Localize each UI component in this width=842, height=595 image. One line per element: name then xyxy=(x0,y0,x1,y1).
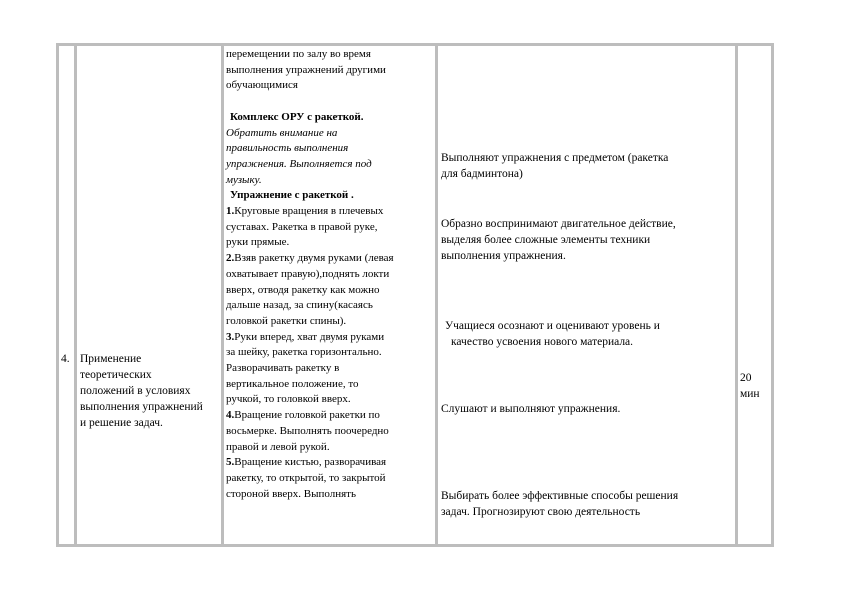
teacher-activity-cell xyxy=(226,47,394,502)
row-number: 4. xyxy=(61,353,70,365)
student-line: для бадминтона) xyxy=(441,168,523,180)
student-activity-4 xyxy=(441,401,620,417)
exercise-line: восьмерке. Выполнять поочередно xyxy=(226,424,389,437)
time-cell: 20 мин xyxy=(740,372,760,400)
stage-line: положений в условиях xyxy=(80,385,191,397)
exercise-line: Взяв ракетку двумя руками (левая xyxy=(234,252,394,265)
student-line: Выполняют упражнения с предметом (ракетка xyxy=(441,152,669,164)
exercise-number: 4. xyxy=(226,409,235,422)
exercise-line: за шейку, ракетка горизонтально. xyxy=(226,346,382,359)
student-line: Выбирать более эффективные способы решения xyxy=(441,490,679,502)
exercise-line: правой и левой рукой. xyxy=(226,440,330,453)
exercise-line: ручкой, то головкой вверх. xyxy=(226,393,351,406)
exercise-line: руки прямые. xyxy=(226,236,290,249)
lesson-table xyxy=(56,43,774,547)
student-line: качество усвоения нового материала. xyxy=(451,336,634,348)
exercise-number: 1. xyxy=(226,205,235,218)
exercise-1 xyxy=(226,204,394,251)
complex-note-line: правильность выполнения xyxy=(226,142,349,155)
column-divider xyxy=(735,46,738,544)
column-divider xyxy=(435,46,438,544)
exercise-3 xyxy=(226,330,394,409)
exercise-title: Упражнение с ракеткой . xyxy=(230,189,354,202)
exercise-line: охватывает правую),поднять локти xyxy=(226,267,390,280)
complex-note-line: упражнения. Выполняется под xyxy=(226,157,372,170)
teacher-line: выполнения упражнений другими xyxy=(226,63,386,76)
complex-note-line: Обратить внимание на xyxy=(226,126,338,139)
complex-title: Комплекс ОРУ с ракеткой. xyxy=(230,110,364,123)
exercise-2 xyxy=(226,251,394,330)
exercise-line: головкой ракетки спины). xyxy=(226,314,347,327)
student-line: задач. Прогнозируют свою деятельность xyxy=(441,506,641,518)
stage-line: Применение xyxy=(80,353,142,365)
complex-note-line: музыку. xyxy=(226,173,262,186)
student-activity-2 xyxy=(441,216,676,264)
exercise-number: 2. xyxy=(226,252,235,265)
exercise-line: Вращение головкой ракетки по xyxy=(234,409,380,422)
exercise-line: Разворачивать ракетку в xyxy=(226,362,340,375)
stage-line: выполнения упражнений xyxy=(80,401,203,413)
exercise-number: 5. xyxy=(226,456,235,469)
student-line: выполнения упражнения. xyxy=(441,250,566,262)
column-divider xyxy=(74,46,77,544)
stage-line: теоретических xyxy=(80,369,152,381)
stage-line: и решение задач. xyxy=(80,417,163,429)
exercise-line: стороной вверх. Выполнять xyxy=(226,487,357,500)
exercise-line: суставах. Ракетка в правой руке, xyxy=(226,220,378,233)
exercise-number: 3. xyxy=(226,330,235,343)
student-activity-5 xyxy=(441,488,678,520)
exercise-5 xyxy=(226,455,394,502)
exercise-line: ракетку, то открытой, то закрытой xyxy=(226,471,386,484)
exercise-line: вертикальное положение, то xyxy=(226,377,359,390)
spacer xyxy=(226,94,394,110)
exercise-line: вверх, отводя ракетку как можно xyxy=(226,283,380,296)
stage-cell xyxy=(80,351,203,431)
exercise-line: Вращение кистью, разворачивая xyxy=(234,456,387,469)
student-line: выделяя более сложные элементы техники xyxy=(441,234,651,246)
exercise-line: Руки вперед, хват двумя руками xyxy=(234,330,385,343)
student-activity-3 xyxy=(445,318,660,350)
column-divider xyxy=(221,46,224,544)
teacher-line: обучающимися xyxy=(226,79,298,92)
student-line: Образно воспринимают двигательное действие, xyxy=(441,218,676,230)
exercise-line: дальше назад, за спину(касаясь xyxy=(226,299,373,312)
teacher-line: перемещении по залу во время xyxy=(226,48,371,60)
student-line: Слушают и выполняют упражнения. xyxy=(441,403,621,415)
student-activity-1 xyxy=(441,150,668,182)
exercise-4 xyxy=(226,408,394,455)
student-line: Учащиеся осознают и оценивают уровень и xyxy=(445,320,660,332)
exercise-line: Круговые вращения в плечевых xyxy=(234,205,384,218)
